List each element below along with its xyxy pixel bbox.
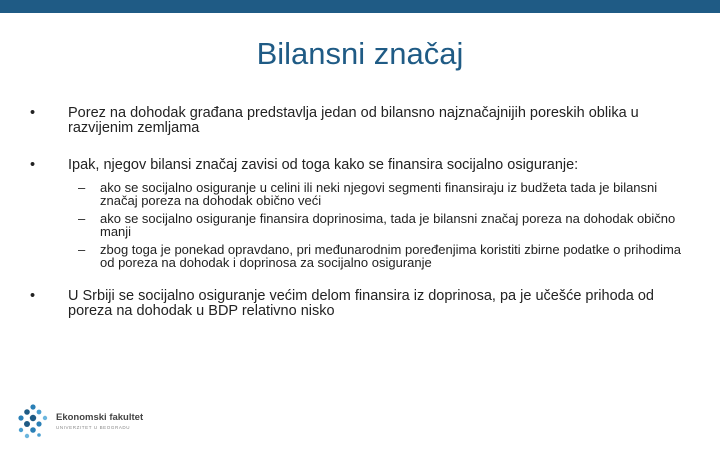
bullet-text: Porez na dohodak građana predstavlja jedan od bilansno najznačajnijih poreskih oblika u razvijenim zemljama bbox=[68, 105, 639, 136]
slide-content bbox=[30, 106, 690, 319]
sub-bullet-text: ako se socijalno osiguranje finansira doprinosima, tada je bilansni značaj poreza na dohodak obično manji bbox=[100, 211, 676, 239]
bullet-marker: • bbox=[30, 288, 36, 304]
sub-bullet-item bbox=[30, 243, 690, 269]
sub-bullet-text: ako se socijalno osiguranje u celini ili neki njegovi segmenti finansiraju iz budžeta tada je bilansni značaj poreza na dohodak obično veći bbox=[100, 180, 658, 208]
bullet-text: U Srbiji se socijalno osiguranje većim delom finansira iz doprinosa, pa je učešće prihoda od poreza na dohodak u BDP relativno nisko bbox=[68, 288, 654, 319]
faculty-logo bbox=[16, 404, 176, 440]
top-accent-bar bbox=[0, 0, 720, 13]
bullet-item bbox=[30, 106, 690, 136]
slide-title: Bilansni značaj bbox=[256, 36, 464, 71]
sub-bullet-item bbox=[30, 212, 690, 238]
logo-name: Ekonomski fakultet bbox=[56, 412, 144, 423]
dot-cluster-logo-icon bbox=[16, 404, 52, 440]
bullet-item bbox=[30, 158, 690, 173]
sub-bullet-marker: – bbox=[78, 211, 86, 226]
sub-bullet-text: zbog toga je ponekad opravdano, pri međunarodnim poređenjima koristiti zbirne podatke o prihodima od poreza na dohodak i doprinosa za socijalno osiguranje bbox=[100, 242, 682, 270]
bullet-marker: • bbox=[30, 105, 36, 121]
sub-bullet-marker: – bbox=[78, 242, 86, 257]
bullet-marker: • bbox=[30, 157, 36, 173]
sub-bullet-item bbox=[30, 181, 690, 207]
bullet-text: Ipak, njegov bilansi značaj zavisi od toga kako se finansira socijalno osiguranje: bbox=[68, 157, 579, 173]
bullet-item bbox=[30, 289, 690, 319]
sub-bullet-marker: – bbox=[78, 180, 86, 195]
sub-bullet-list bbox=[30, 181, 690, 269]
logo-subtitle: UNIVERZITET U BEOGRADU bbox=[56, 425, 131, 430]
